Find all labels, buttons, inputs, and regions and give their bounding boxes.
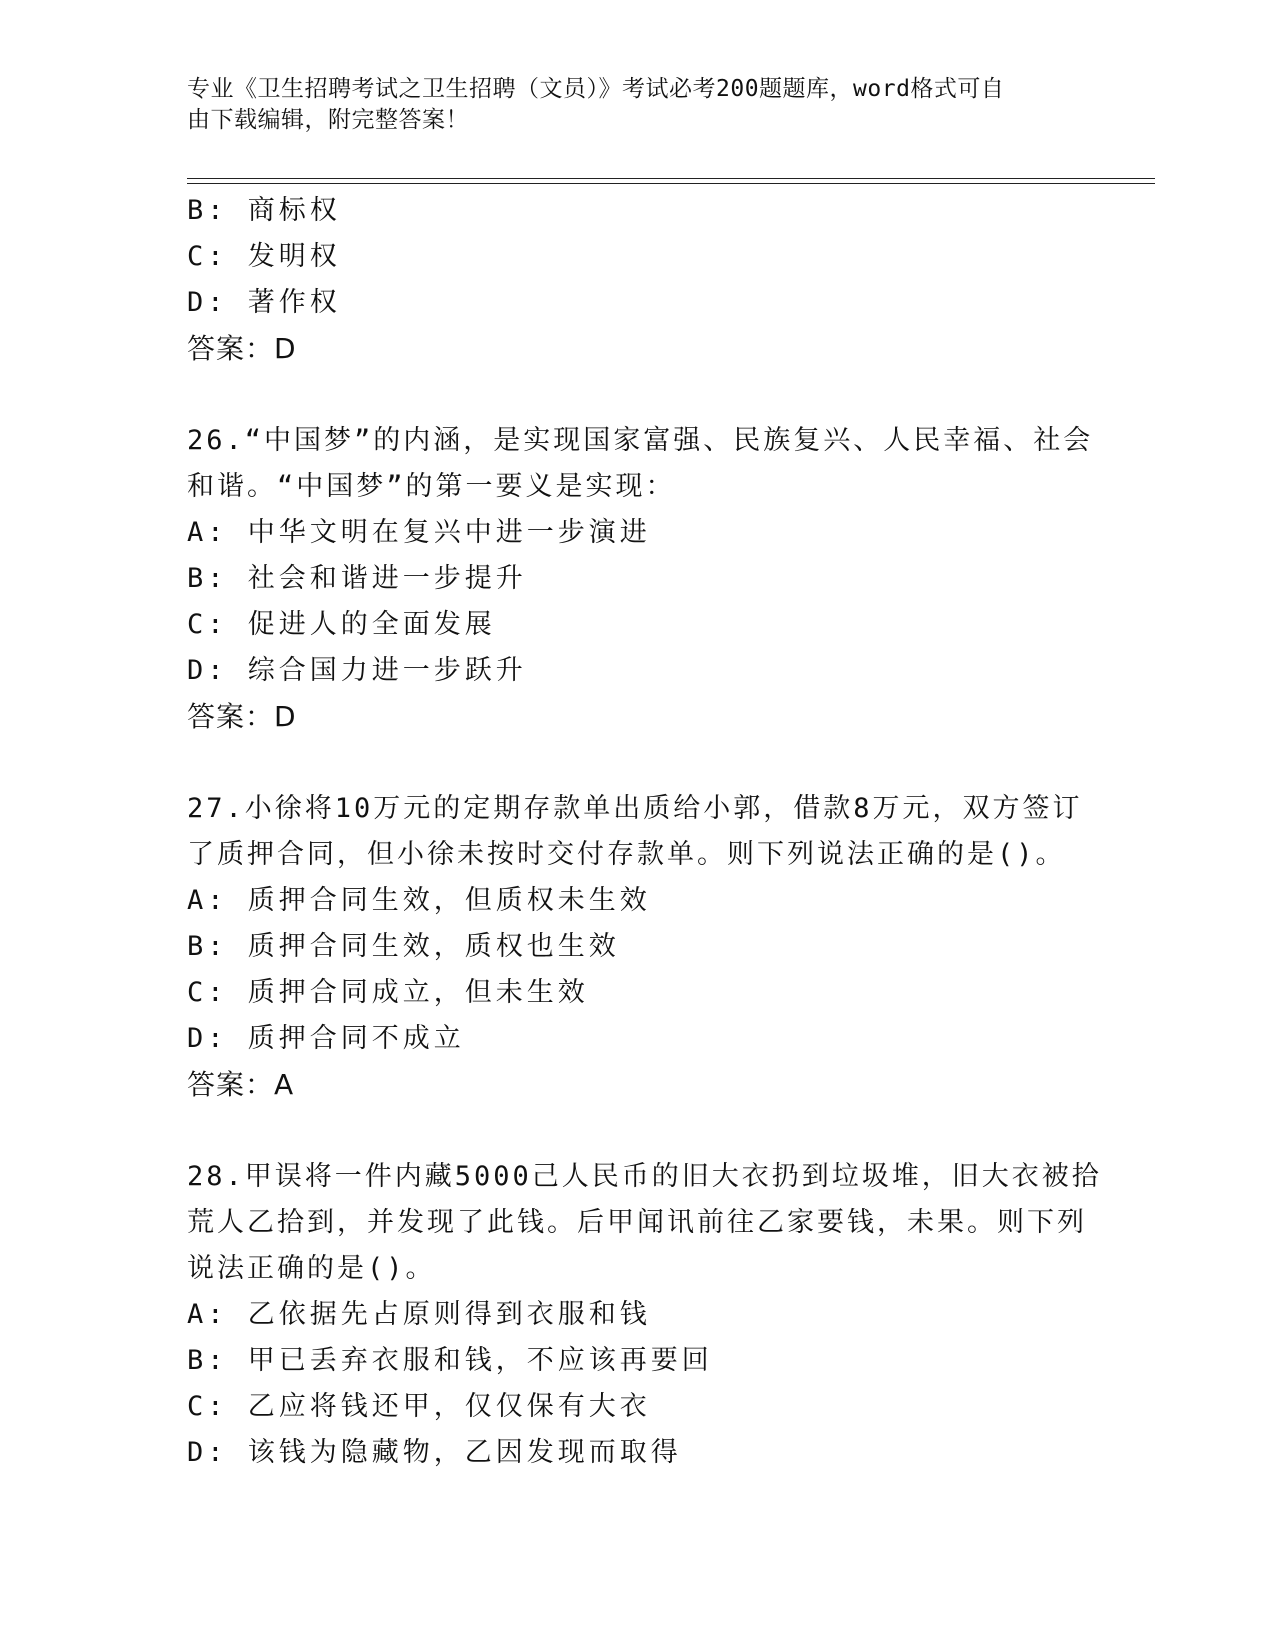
option-b: B: 甲已丢弃衣服和钱，不应该再要回 bbox=[187, 1345, 713, 1376]
question-stem-line: 26.“中国梦”的内涵，是实现国家富强、民族复兴、人民幸福、社会 bbox=[187, 425, 1094, 456]
option-d: D: 该钱为隐藏物，乙因发现而取得 bbox=[187, 1437, 682, 1468]
option-c: C: 促进人的全面发展 bbox=[187, 609, 496, 640]
question-list bbox=[187, 188, 1102, 1476]
header-line-2: 由下载编辑，附完整答案！ bbox=[187, 107, 469, 133]
question-stem-line: 27.小徐将10万元的定期存款单出质给小郭，借款8万元，双方签订 bbox=[187, 793, 1083, 824]
header-divider-top bbox=[187, 178, 1155, 179]
spacer bbox=[187, 1108, 1087, 1154]
answer-line: 答案：A bbox=[187, 1068, 295, 1101]
question-28 bbox=[187, 1154, 1102, 1476]
answer-line: 答案：D bbox=[187, 700, 297, 733]
question-stem-line: 说法正确的是()。 bbox=[187, 1253, 436, 1284]
question-26 bbox=[187, 418, 1094, 740]
question-25-continued bbox=[187, 188, 1087, 372]
document-header bbox=[187, 74, 1067, 136]
option-a: A: 质押合同生效，但质权未生效 bbox=[187, 885, 651, 916]
option-b: B: 社会和谐进一步提升 bbox=[187, 563, 527, 594]
option-b: B: 商标权 bbox=[187, 195, 341, 226]
option-d: D: 著作权 bbox=[187, 287, 341, 318]
option-a: A: 乙依据先占原则得到衣服和钱 bbox=[187, 1299, 651, 1330]
spacer bbox=[187, 372, 1087, 418]
option-c: C: 发明权 bbox=[187, 241, 341, 272]
question-stem-line: 28.甲误将一件内藏5000己人民币的旧大衣扔到垃圾堆，旧大衣被拾 bbox=[187, 1161, 1102, 1192]
question-stem-line: 和谐。“中国梦”的第一要义是实现： bbox=[187, 471, 676, 502]
header-divider-bottom bbox=[187, 183, 1155, 184]
header-line-1: 专业《卫生招聘考试之卫生招聘（文员）》考试必考200题题库，word格式可自 bbox=[187, 76, 1005, 102]
answer-line: 答案：D bbox=[187, 332, 297, 365]
option-b: B: 质押合同生效，质权也生效 bbox=[187, 931, 620, 962]
option-d: D: 质押合同不成立 bbox=[187, 1023, 465, 1054]
question-stem-line: 了质押合同，但小徐未按时交付存款单。则下列说法正确的是()。 bbox=[187, 839, 1066, 870]
question-27 bbox=[187, 786, 1087, 1108]
option-c: C: 质押合同成立，但未生效 bbox=[187, 977, 589, 1008]
spacer bbox=[187, 740, 1087, 786]
option-c: C: 乙应将钱还甲，仅仅保有大衣 bbox=[187, 1391, 651, 1422]
option-a: A: 中华文明在复兴中进一步演进 bbox=[187, 517, 651, 548]
question-stem-line: 荒人乙拾到，并发现了此钱。后甲闻讯前往乙家要钱，未果。则下列 bbox=[187, 1207, 1087, 1238]
option-d: D: 综合国力进一步跃升 bbox=[187, 655, 527, 686]
